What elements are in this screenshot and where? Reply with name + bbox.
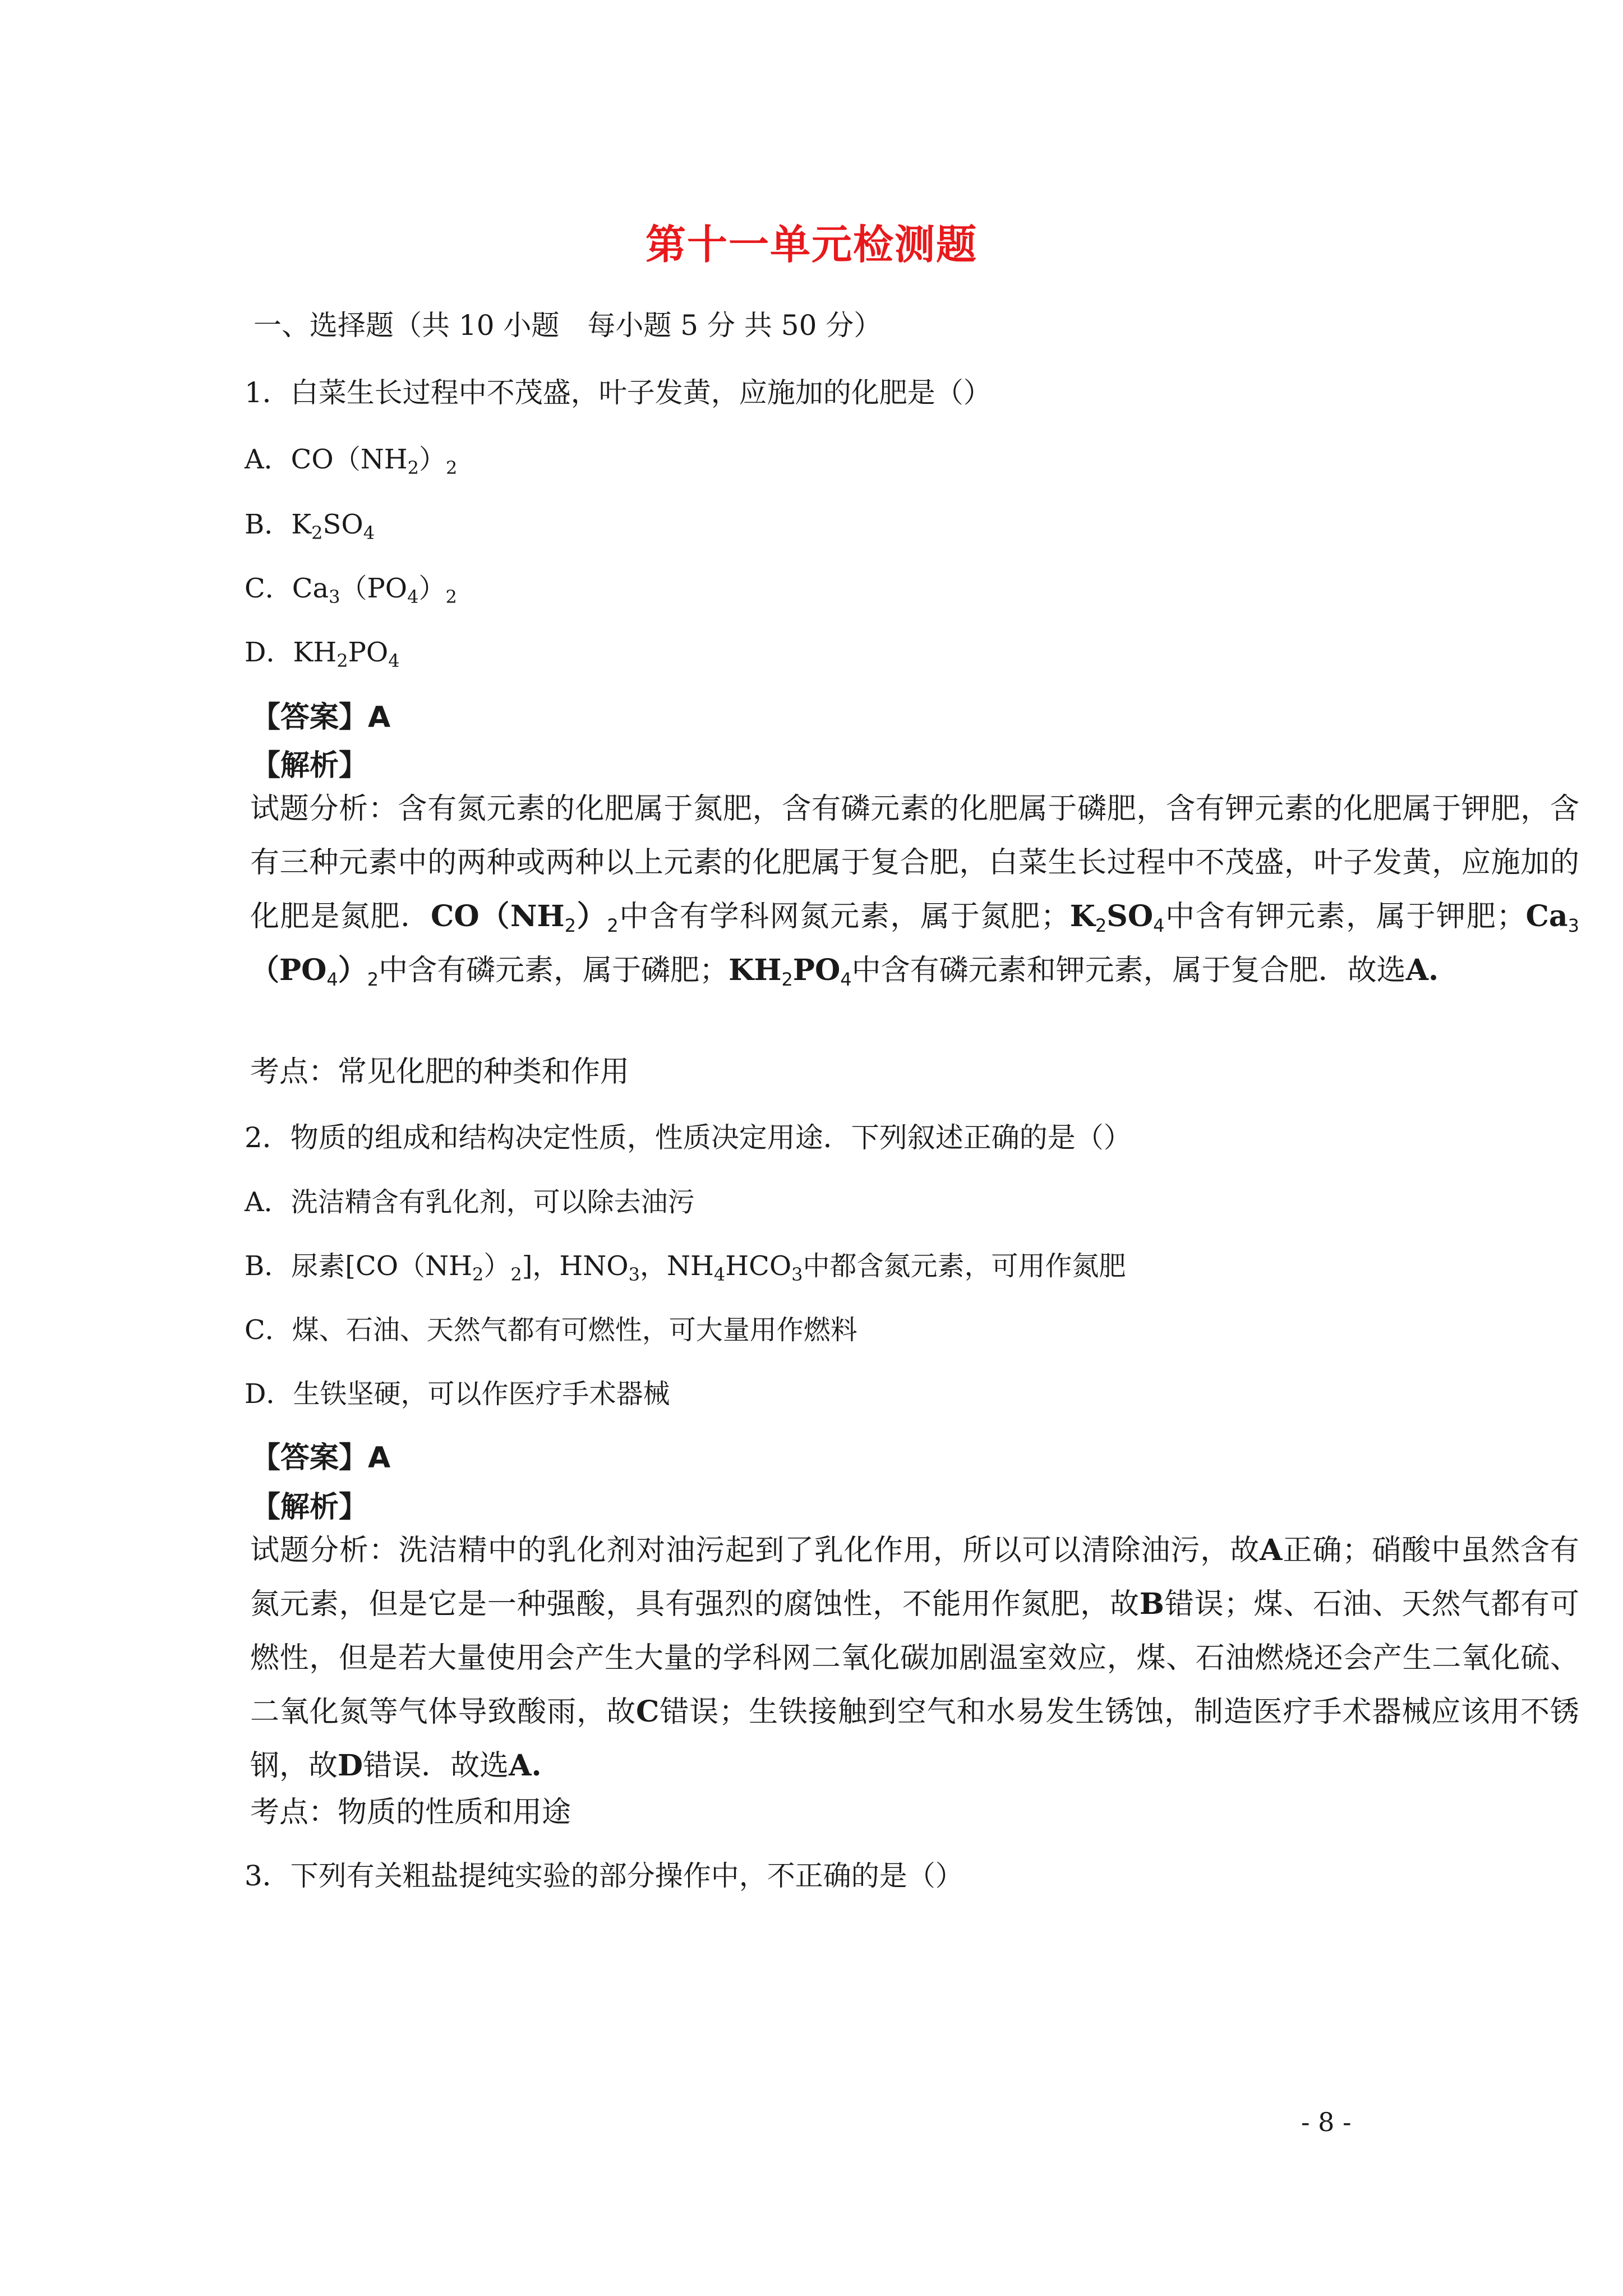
question-2-topic: 考点：物质的性质和用途 xyxy=(250,1796,571,1829)
question-2-analysis-label: 【解析】 xyxy=(251,1490,368,1524)
question-2-option-a: A．洗洁精含有乳化剂，可以除去油污 xyxy=(245,1186,695,1218)
question-2-analysis: 试题分析：洗洁精中的乳化剂对油污起到了乳化作用，所以可以清除油污，故A正确；硝酸中虽然含有氮元素，但是它是一种强酸，具有强烈的腐蚀性，不能用作氮肥，故B错误；煤、石油、天然气都有可燃性，但是若大量使用会产生大量的学科网二氧化碳加剧温室效应，煤、石油燃烧还会产生二氧化硫、二氧化氮等气体导致酸雨，故C错误；生铁接触到空气和水易发生锈蚀，制造医疗手术器械应该用不锈钢，故D错误．故选A. xyxy=(250,1533,1579,1783)
page-title: 第十一单元检测题 xyxy=(645,221,978,268)
question-2-option-c: C．煤、石油、天然气都有可燃性，可大量用作燃料 xyxy=(245,1314,857,1346)
question-1-answer: 【答案】A xyxy=(251,701,391,734)
question-2-option-b: B．尿素$[CO(NH_2)_2]$，$HNO_3$，$NH_4HCO_3$中都含氮元素，可用作氮肥 xyxy=(245,1250,1126,1285)
question-1-option-a: A．$CO(NH_2)_2$ xyxy=(245,444,458,478)
question-1-option-b: B．$K_2SO_4$ xyxy=(245,509,375,544)
question-2-answer: 【答案】A xyxy=(251,1441,391,1475)
question-1-analysis: 试题分析：含有氮元素的化肥属于氮肥，含有磷元素的化肥属于磷肥，含有钾元素的化肥属于钾肥，含有三种元素中的两种或两种以上元素的化肥属于复合肥，白菜生长过程中不茂盛，叶子发黄，应施加的化肥是氮肥．$CO(NH_2)_2$中含有学科网氮元素，属于氮肥；$K_2SO_4$中含有钾元素，属于钾肥；$Ca_3(PO_4)_2$中含有磷元素，属于磷肥；$KH_2PO_4$中含有磷元素和钾元素，属于复合肥．故选A. xyxy=(250,792,1579,990)
question-2-stem: 2．物质的组成和结构决定性质，性质决定用途．下列叙述正确的是（） xyxy=(245,1121,1132,1154)
question-1-analysis-label: 【解析】 xyxy=(251,749,368,783)
question-3-stem: 3．下列有关粗盐提纯实验的部分操作中，不正确的是（） xyxy=(245,1860,963,1892)
question-2-option-d: D．生铁坚硬，可以作医疗手术器械 xyxy=(245,1378,670,1410)
question-1-option-c: C．$Ca_3(PO_4)_2$ xyxy=(245,573,457,608)
question-1-topic: 考点：常见化肥的种类和作用 xyxy=(250,1055,630,1089)
page-number: - 8 - xyxy=(1301,2107,1352,2137)
section-header: 一、选择题（共 10 小题 每小题 5 分 共 50 分） xyxy=(253,309,882,342)
question-1-stem: 1．白菜生长过程中不茂盛，叶子发黄，应施加的化肥是（） xyxy=(245,376,992,409)
question-1-option-d: D．$KH_2PO_4$ xyxy=(245,637,400,671)
